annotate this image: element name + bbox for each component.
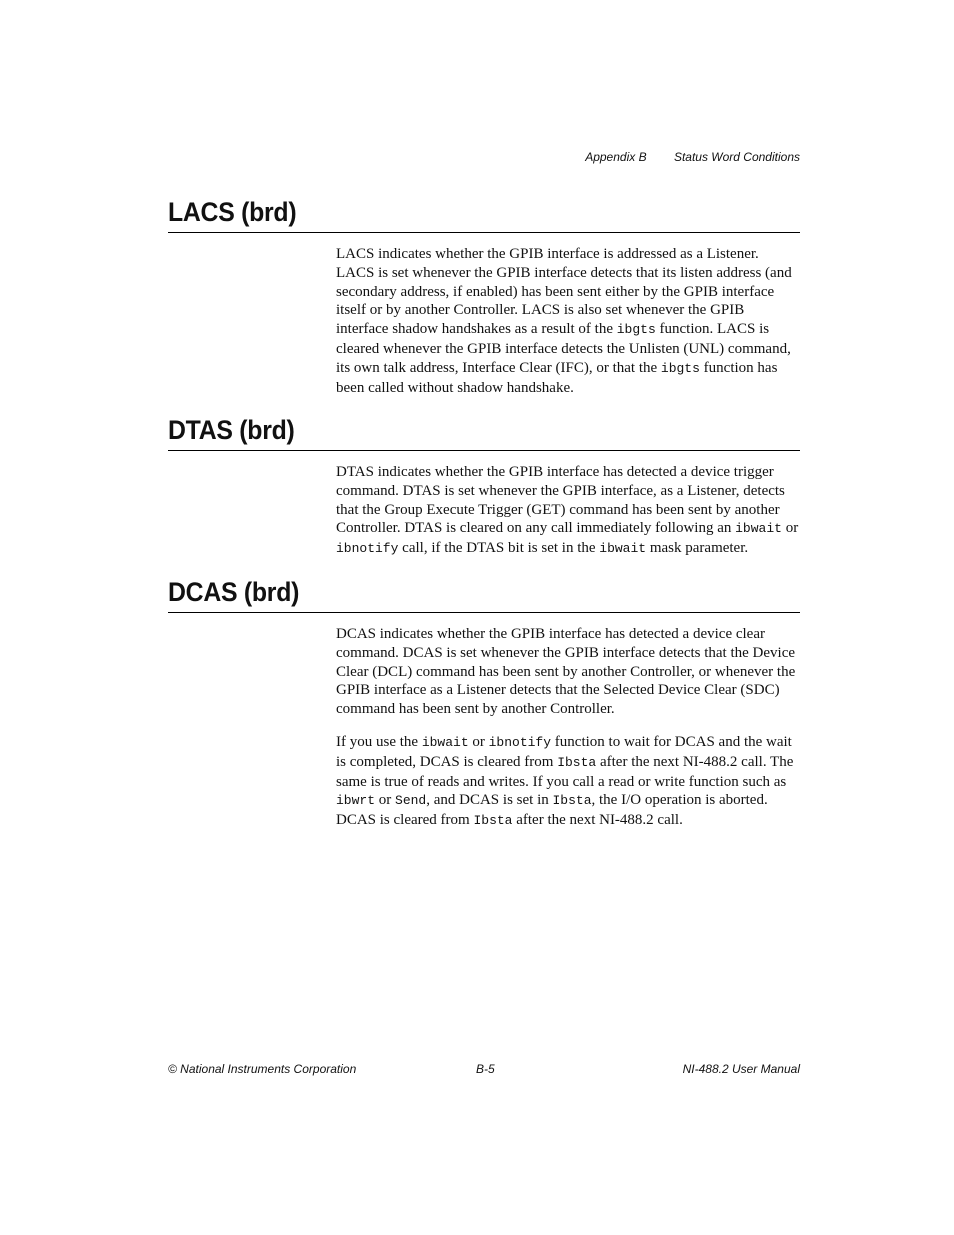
text-run: DCAS indicates whether the GPIB interface has detected a device clear command. DCAS is set whenever the GPIB interface detects that the Device Clear (DCL) command has been sent by another Controller, or whenever the GPIB interface as a Listener detects that the Selected Device Clear (SDC) command has been sent by another Controller. (336, 626, 796, 718)
text-run: If you use the (336, 733, 422, 750)
body-paragraph (336, 625, 800, 719)
section-heading: DCAS (brd) (168, 577, 300, 607)
code-identifier: ibwrt (336, 793, 376, 809)
section-body (336, 451, 800, 559)
code-identifier: ibnotify (488, 734, 552, 750)
text-run: , and DCAS is set in (426, 792, 553, 809)
text-run: function has been called without shadow handshake. (336, 359, 778, 396)
text-run: after the next NI-488.2 call. The same is true of reads and writes. If you call a read or write function such as (336, 753, 794, 790)
body-paragraph (336, 245, 800, 397)
text-run: after the next NI-488.2 call. (512, 812, 683, 829)
section-lacs (168, 196, 800, 411)
page-number: B-5 (476, 1062, 495, 1076)
footer-copyright: © National Instruments Corporation (168, 1062, 357, 1076)
section-dcas (168, 576, 800, 845)
code-identifier: ibwait (421, 734, 469, 750)
body-paragraph (336, 733, 800, 831)
code-identifier: ibgts (616, 322, 656, 338)
text-run: or (468, 733, 489, 750)
code-identifier: ibgts (660, 360, 700, 376)
header-appendix: Appendix B (585, 150, 647, 164)
code-identifier: Ibsta (552, 793, 592, 809)
section-dtas (168, 414, 800, 573)
text-run: or (781, 520, 799, 537)
code-identifier: ibwait (599, 541, 647, 557)
code-identifier: Send (395, 793, 427, 809)
text-run: call, if the DTAS bit is set in the (398, 540, 600, 557)
text-run: function. LACS is cleared whenever the GPIB interface detects the Unlisten (UNL) command, its own talk address, Interface Clear (IFC), or that the (336, 321, 791, 376)
code-identifier: ibnotify (336, 541, 399, 557)
section-body (336, 233, 800, 397)
running-header (585, 150, 800, 164)
code-identifier: Ibsta (473, 813, 513, 829)
text-run: LACS indicates whether the GPIB interface is addressed as a Listener. LACS is set whenever the GPIB interface detects that its listen address (and secondary address, if enabled) has been sent either by the GPIB interface itself or by another Controller. LACS is also set whenever the GPIB interface shadow handshakes as a result of the (336, 246, 792, 338)
section-heading: LACS (brd) (168, 197, 297, 227)
text-run: or (375, 792, 396, 809)
section-body (336, 613, 800, 831)
text-run: DTAS indicates whether the GPIB interface has detected a device trigger command. DTAS is set whenever the GPIB interface, as a Listener, detects that the Group Execute Trigger (GET) command has been sent by another Controller. DTAS is cleared on any call immediately following an (336, 464, 785, 537)
footer-manual-title: NI-488.2 User Manual (682, 1062, 800, 1076)
text-run: , the I/O operation is aborted. DCAS is cleared from (336, 792, 768, 829)
code-identifier: ibwait (735, 521, 782, 537)
text-run: mask parameter. (646, 540, 749, 557)
code-identifier: Ibsta (557, 754, 597, 770)
section-heading: DTAS (brd) (168, 415, 295, 445)
header-title: Status Word Conditions (673, 150, 800, 164)
text-run: function to wait for DCAS and the wait is completed, DCAS is cleared from (336, 733, 792, 770)
body-paragraph (336, 463, 800, 559)
